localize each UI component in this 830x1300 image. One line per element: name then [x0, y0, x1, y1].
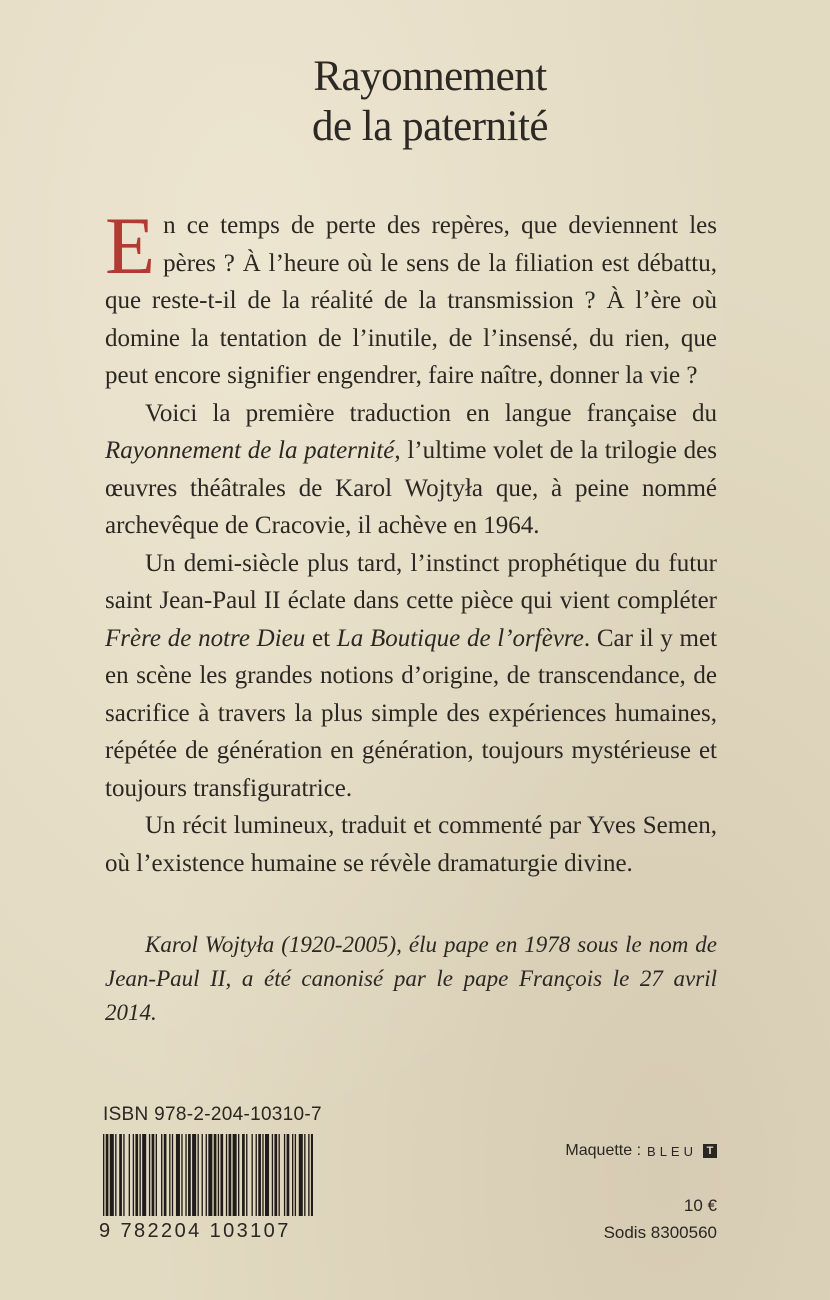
barcode-bar — [258, 1134, 261, 1216]
p3-text-c: . Car il y met en scène les grandes notions d’origine, de transcendance, de sacrifice à travers la plus simple des expériences humaines, répétée de génération en génération, toujours mystérieuse et toujours transfiguratrice. — [105, 624, 718, 802]
barcode-bar — [119, 1134, 122, 1216]
p2-text-b: , l’ultime volet de la trilogie des œuvres théâtrales de Karol Wojtyła que, à peine nommé archevêque de Cracovie, il achève en 1964. — [105, 437, 717, 539]
barcode-bar — [129, 1134, 130, 1216]
barcode-bar — [208, 1134, 212, 1216]
barcode-bar — [214, 1134, 217, 1216]
drop-cap: E — [105, 200, 156, 291]
barcode-bar — [115, 1134, 116, 1216]
p3-title-italic-1: Frère de notre Dieu — [105, 624, 306, 652]
barcode-bar — [274, 1134, 277, 1216]
barcode-bar — [169, 1134, 170, 1216]
design-credit-brand: BLEU — [647, 1143, 697, 1159]
p3-title-italic-2: La Boutique de l’orfèvre — [336, 624, 584, 652]
barcode-bar — [229, 1134, 232, 1216]
barcode-bar — [311, 1134, 313, 1216]
barcode-bar — [272, 1134, 273, 1216]
author-bio — [105, 928, 717, 1030]
barcode-bar — [110, 1134, 114, 1216]
barcode-bar — [106, 1134, 109, 1216]
barcode-bar — [226, 1134, 227, 1216]
barcode-bar — [172, 1134, 173, 1216]
blurb-paragraph-1 — [105, 200, 717, 395]
barcode-bar — [233, 1134, 237, 1216]
barcode-bar — [133, 1134, 134, 1216]
barcode-bar — [142, 1134, 146, 1216]
blurb-paragraph-1-text: n ce temps de perte des repères, que deviennent les pères ? À l’heure où le sens de la filiation est débattu, que reste-t-il de la réalité de la transmission ? À l’ère où domine la tentation de l’inutile, de l’insensé, du rien, que peut encore signifier engendrer, faire naître, donner la vie ? — [105, 212, 717, 389]
blurb-paragraph-2 — [105, 395, 717, 545]
title-line-2: de la paternité — [311, 103, 549, 150]
barcode-bar — [218, 1134, 219, 1216]
blurb-paragraph-3 — [105, 545, 717, 808]
book-title — [200, 52, 660, 152]
barcode-digits: 9 782204 103107 — [99, 1220, 291, 1242]
price: 10 € — [683, 1196, 717, 1215]
barcode-bar — [256, 1134, 257, 1216]
author-bio-text: Karol Wojtyła (1920-2005), élu pape en 1978 sous le nom de Jean-Paul II, a été canonisé par le pape François le 27 avril 2014. — [105, 932, 717, 1025]
barcode-bar — [123, 1134, 124, 1216]
p3-text-a: Un demi-siècle plus tard, l’instinct prophétique du futur saint Jean-Paul II éclate dans cette pièce qui vient compléter — [105, 549, 717, 614]
p2-title-italic: Rayonnement de la paternité — [105, 437, 395, 464]
barcode-bar — [238, 1134, 239, 1216]
design-credit-label: Maquette : — [565, 1142, 642, 1159]
barcode-bar — [181, 1134, 182, 1216]
barcode-bar — [246, 1134, 247, 1216]
barcode-bar — [206, 1134, 207, 1216]
title-line-1: Rayonnement — [313, 53, 547, 100]
barcode-bar — [220, 1134, 223, 1216]
barcode-bar — [139, 1134, 140, 1216]
barcode-bar — [188, 1134, 191, 1216]
barcode-bar — [287, 1134, 290, 1216]
barcode-bar — [242, 1134, 245, 1216]
barcode-bar — [299, 1134, 303, 1216]
barcode-bar — [279, 1134, 280, 1216]
barcode-bar — [284, 1134, 285, 1216]
design-credit — [565, 1142, 717, 1160]
barcode-bar — [103, 1134, 104, 1216]
barcode-bar — [252, 1134, 253, 1216]
barcode-bar — [185, 1134, 186, 1216]
barcode-bar — [198, 1134, 199, 1216]
barcode — [103, 1134, 313, 1216]
barcode-bar — [295, 1134, 296, 1216]
p2-text-a: Voici la première traduction en langue française du — [145, 399, 717, 427]
barcode-bar — [156, 1134, 157, 1216]
barcode-bar — [164, 1134, 167, 1216]
barcode-bar — [292, 1134, 293, 1216]
barcode-bar — [176, 1134, 180, 1216]
barcode-bar — [149, 1134, 150, 1216]
blurb-paragraph-4: Un récit lumineux, traduit et commenté par Yves Semen, où l’existence humaine se révèle dramaturgie divine. — [105, 812, 717, 877]
blurb — [105, 200, 718, 882]
isbn-label: ISBN 978-2-204-10310-7 — [103, 1104, 322, 1125]
barcode-bar — [308, 1134, 309, 1216]
barcode-bar — [265, 1134, 269, 1216]
distributor-code: Sodis 8300560 — [603, 1223, 717, 1242]
barcode-bar — [304, 1134, 305, 1216]
design-credit-brand-mark: T — [703, 1144, 717, 1158]
barcode-bar — [135, 1134, 138, 1216]
barcode-bar — [192, 1134, 196, 1216]
barcode-bar — [202, 1134, 203, 1216]
barcode-bar — [152, 1134, 155, 1216]
p3-text-b: et — [305, 624, 337, 652]
barcode-bar — [161, 1134, 162, 1216]
barcode-bar — [262, 1134, 263, 1216]
